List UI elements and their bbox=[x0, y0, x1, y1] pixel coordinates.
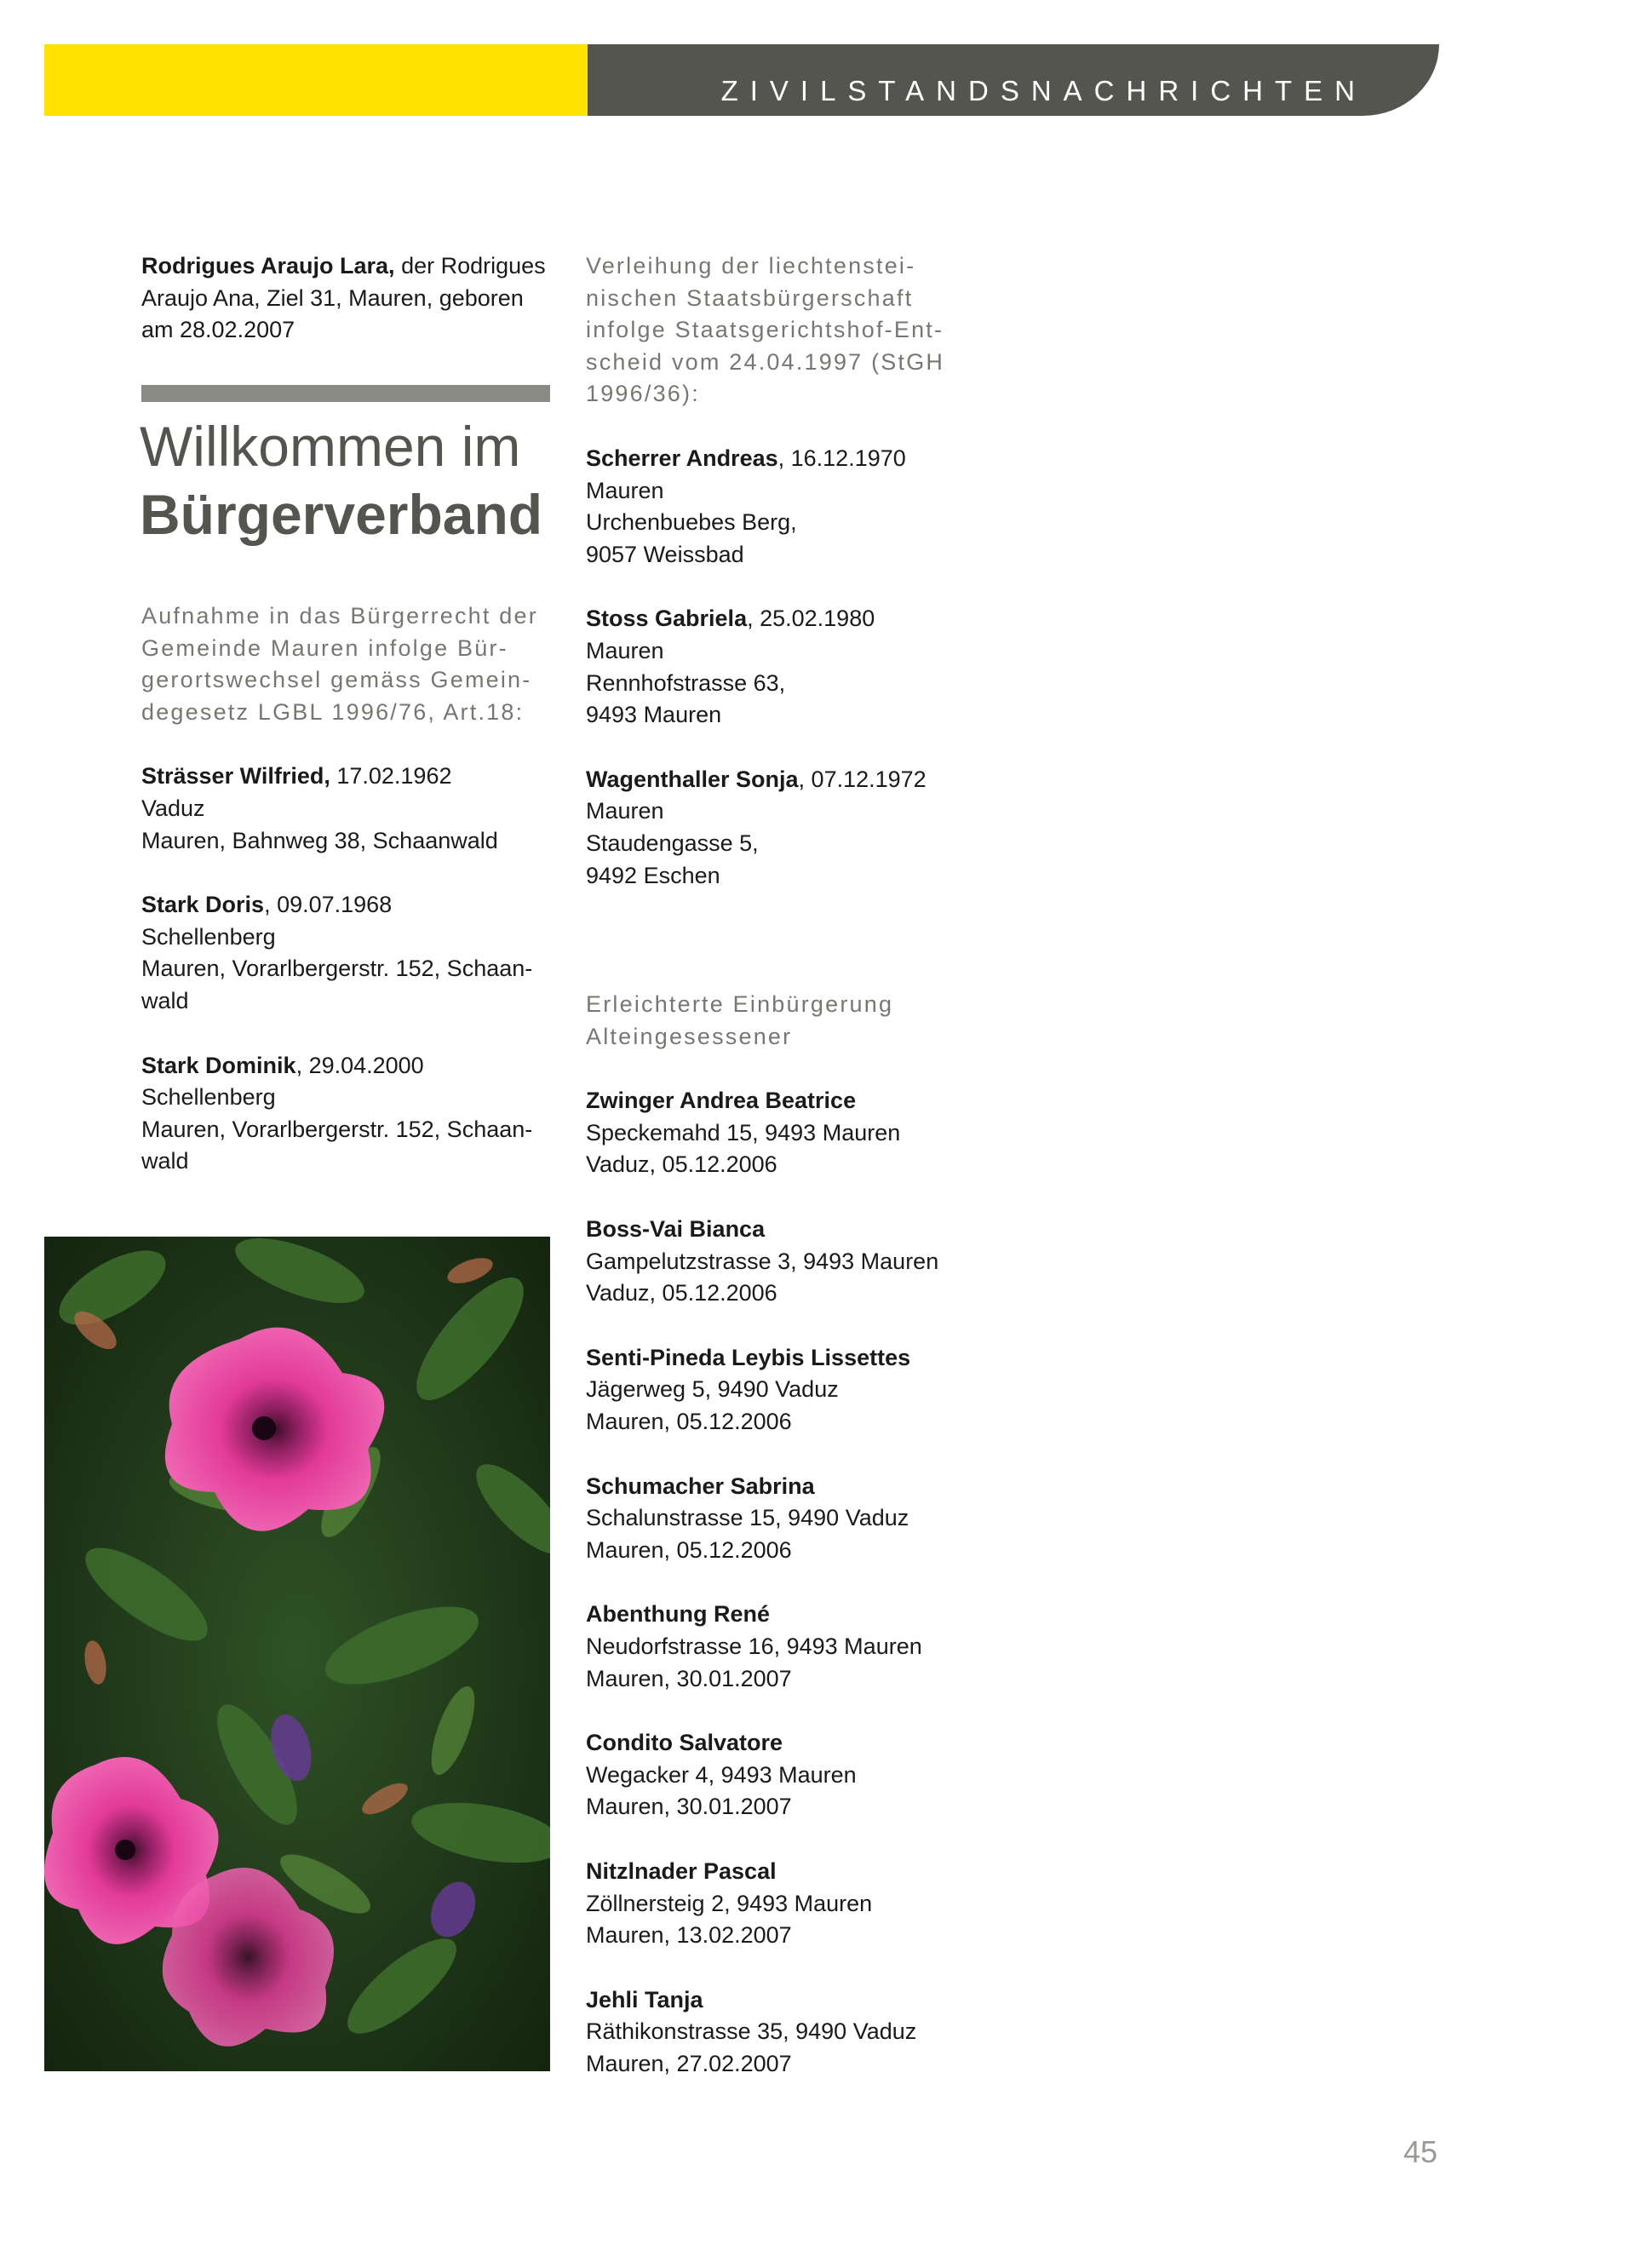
list-item bbox=[141, 1050, 567, 1178]
entry-text: Gampelutzstrasse 3, 9493 Mauren bbox=[586, 1248, 939, 1274]
entry-name: Strässer Wilfried, bbox=[141, 763, 330, 789]
entry-text: Neudorfstrasse 16, 9493 Mauren bbox=[586, 1634, 922, 1659]
list-item bbox=[586, 1214, 1029, 1310]
list-item bbox=[586, 1856, 1029, 1952]
list-item bbox=[586, 443, 1029, 571]
entry-name: Boss-Vai Bianca bbox=[586, 1216, 766, 1243]
entry-text: Vaduz bbox=[141, 795, 205, 821]
petunia-image bbox=[44, 1237, 550, 2071]
intro-line: nischen Staatsbürgerschaft bbox=[586, 284, 914, 311]
header-title-band bbox=[588, 44, 1439, 116]
entry-text: Mauren, 30.01.2007 bbox=[586, 1794, 792, 1820]
entry-text: Mauren, 27.02.2007 bbox=[586, 2050, 792, 2076]
entry-text: der Rodrigues bbox=[401, 253, 546, 278]
headline-line-2: Bürgerverband bbox=[140, 483, 543, 546]
entry-text: 9492 Eschen bbox=[586, 862, 720, 888]
intro-line: degesetz LGBL 1996/76, Art.18: bbox=[141, 698, 525, 725]
list-item bbox=[586, 1599, 1029, 1695]
entry-date: 17.02.1962 bbox=[330, 763, 452, 789]
entry-text: Zöllnersteig 2, 9493 Mauren bbox=[586, 1890, 873, 1916]
entry-text: Speckemahd 15, 9493 Mauren bbox=[586, 1119, 901, 1145]
entry-text: Staudengasse 5, bbox=[586, 830, 759, 856]
intro-line: scheid vom 24.04.1997 (StGH bbox=[586, 348, 945, 375]
entry-text: Mauren bbox=[586, 637, 664, 663]
entry-text: Rennhofstrasse 63, bbox=[586, 669, 786, 696]
entry-text: Vaduz, 05.12.2006 bbox=[586, 1280, 777, 1306]
entry-text: Urchenbuebes Berg, bbox=[586, 509, 797, 536]
entry-date: , 29.04.2000 bbox=[295, 1052, 424, 1078]
entry-text: Mauren, 05.12.2006 bbox=[586, 1536, 792, 1563]
entry-text: am 28.02.2007 bbox=[141, 317, 295, 343]
entry-text: Schellenberg bbox=[141, 923, 276, 950]
entry-text: Araujo Ana, Ziel 31, Mauren, geboren bbox=[141, 284, 524, 311]
page-number: 45 bbox=[1403, 2134, 1437, 2169]
intro-line: Verleihung der liechtenstei- bbox=[586, 253, 916, 278]
entry-name: Nitzlnader Pascal bbox=[586, 1857, 777, 1884]
headline-line-1: Willkommen im bbox=[140, 415, 521, 478]
intro-line: infolge Staatsgerichtshof-Ent- bbox=[586, 317, 944, 343]
list-item bbox=[586, 1085, 1029, 1181]
list-item bbox=[586, 1984, 1029, 2081]
section-intro bbox=[141, 600, 567, 728]
list-item bbox=[586, 603, 1029, 731]
entry-name: Abenthung René bbox=[586, 1601, 770, 1628]
entry-text: Mauren, 30.01.2007 bbox=[586, 1665, 792, 1691]
entry-text: Schellenberg bbox=[141, 1084, 276, 1111]
entry-date: , 16.12.1970 bbox=[777, 445, 906, 471]
entry-name: Rodrigues Araujo Lara, bbox=[141, 253, 395, 278]
entry-text: Vaduz, 05.12.2006 bbox=[586, 1151, 777, 1178]
entry-text: 9493 Mauren bbox=[586, 702, 722, 728]
entry-date: , 07.12.1972 bbox=[798, 766, 926, 792]
list-item bbox=[586, 1471, 1029, 1567]
header-yellow-band bbox=[44, 44, 588, 116]
intro-line: Erleichterte Einbürgerung bbox=[586, 991, 894, 1018]
entry-text: Schalunstrasse 15, 9490 Vaduz bbox=[586, 1505, 909, 1531]
entry-date: , 25.02.1980 bbox=[747, 606, 875, 632]
entry-date: , 09.07.1968 bbox=[264, 892, 393, 918]
page-headline bbox=[140, 412, 582, 548]
entry-name: Stoss Gabriela bbox=[586, 606, 748, 632]
entry-text: Mauren, 13.02.2007 bbox=[586, 1922, 792, 1949]
entry-name: Scherrer Andreas bbox=[586, 445, 778, 471]
intro-line: 1996/36): bbox=[586, 381, 700, 407]
divider-bar bbox=[141, 385, 550, 402]
entry-name: Jehli Tanja bbox=[586, 1986, 703, 2012]
entry-name: Stark Dominik bbox=[141, 1052, 296, 1078]
entry-name: Senti-Pineda Leybis Lissettes bbox=[586, 1344, 911, 1370]
right-column bbox=[586, 250, 1029, 2113]
intro-line: gerortswechsel gemäss Gemein- bbox=[141, 667, 532, 693]
entry-text: Jägerweg 5, 9490 Vaduz bbox=[586, 1376, 839, 1403]
list-item bbox=[141, 889, 567, 1017]
entry-text: wald bbox=[141, 987, 189, 1013]
entry-text: Mauren bbox=[586, 477, 664, 503]
section-title: ZIVILSTANDSNACHRICHTEN bbox=[720, 75, 1367, 106]
entry-text: wald bbox=[141, 1148, 189, 1174]
section-intro bbox=[586, 989, 1029, 1053]
left-column bbox=[141, 250, 559, 379]
entry-text: Mauren, Vorarlbergerstr. 152, Schaan- bbox=[141, 1116, 533, 1142]
intro-line: Gemeinde Mauren infolge Bür- bbox=[141, 634, 508, 661]
entry-text: Wegacker 4, 9493 Mauren bbox=[586, 1761, 857, 1788]
intro-entry bbox=[141, 250, 559, 347]
list-item bbox=[586, 764, 1029, 892]
intro-line: Aufnahme in das Bürgerrecht der bbox=[141, 603, 538, 629]
entry-text: Mauren, Bahnweg 38, Schaanwald bbox=[141, 827, 498, 853]
entry-text: 9057 Weissbad bbox=[586, 541, 744, 567]
section-intro bbox=[586, 250, 1029, 411]
list-item bbox=[141, 761, 567, 857]
list-item bbox=[586, 1342, 1029, 1438]
buergerrecht-section bbox=[141, 600, 567, 1210]
entry-text: Mauren, 05.12.2006 bbox=[586, 1409, 792, 1435]
entry-name: Stark Doris bbox=[141, 892, 265, 918]
entry-text: Räthikonstrasse 35, 9490 Vaduz bbox=[586, 2018, 917, 2045]
entry-text: Mauren, Vorarlbergerstr. 152, Schaan- bbox=[141, 956, 533, 982]
entry-text: Mauren bbox=[586, 798, 664, 824]
flower-photo bbox=[44, 1237, 550, 2071]
entry-name: Wagenthaller Sonja bbox=[586, 766, 799, 792]
entry-name: Zwinger Andrea Beatrice bbox=[586, 1088, 857, 1114]
entry-name: Condito Salvatore bbox=[586, 1730, 783, 1756]
entry-name: Schumacher Sabrina bbox=[586, 1473, 815, 1499]
list-item bbox=[586, 1727, 1029, 1823]
intro-line: Alteingesessener bbox=[586, 1023, 793, 1049]
